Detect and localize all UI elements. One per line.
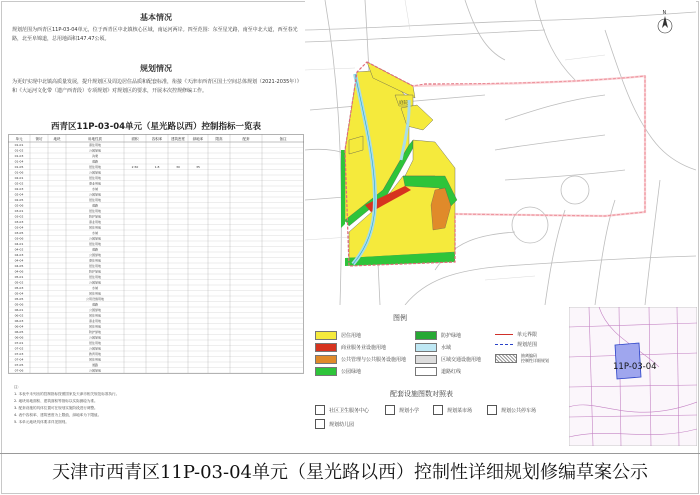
table-cell: 道路 <box>91 159 99 164</box>
table-cell: 06-05 <box>14 330 24 335</box>
table-cell: 01-06 <box>14 170 24 175</box>
table-cell: 05-06 <box>14 302 24 307</box>
table-cell: 03-04 <box>14 225 24 230</box>
table-header-cell: 容积率 <box>151 137 163 141</box>
table-frame <box>9 135 304 374</box>
table-cell: 06-01 <box>14 308 24 313</box>
table-cell: 04-06 <box>14 269 24 274</box>
facility-table-title: 配套设施图数对照表 <box>390 390 453 398</box>
table-cell: 06-02 <box>14 313 24 318</box>
facility-kindergarten <box>315 419 354 429</box>
table-cell: 居住用地 <box>88 357 102 362</box>
table-cell: 商业用地 <box>88 319 102 324</box>
table-cell: 02-05 <box>14 198 24 203</box>
legend-line-swatch <box>495 334 513 335</box>
legend-label: 单元界限 <box>517 332 538 338</box>
table-cell: 06-04 <box>14 324 24 329</box>
table-cell: 07-06 <box>14 368 24 373</box>
table-cell: 02-06 <box>14 203 24 208</box>
table-cell: 01-03 <box>14 154 24 159</box>
table-cell: 居住用地 <box>88 324 102 329</box>
table-title: 西青区11P-03-04单元（星光路以西）控制指标一览表 <box>50 122 262 132</box>
table-cell: 30 <box>176 165 180 170</box>
inset-site-highlight <box>615 343 641 379</box>
table-cell: 居住用地 <box>88 341 102 346</box>
table-cell: 01-01 <box>14 143 24 148</box>
table-cell: 04-01 <box>14 242 24 247</box>
table-cell: 35 <box>196 165 200 170</box>
legend-residential <box>315 331 361 340</box>
table-cell: 防护绿地 <box>88 214 102 219</box>
table-cell: 公用设施用地 <box>85 297 105 302</box>
table-cell: 04-03 <box>14 253 24 258</box>
table-header-cell: 建筑密度 <box>171 137 185 141</box>
table-cell: 05-01 <box>14 275 24 280</box>
table-cell: 居住用地 <box>88 209 102 214</box>
table-cell: 公园绿地 <box>88 192 102 197</box>
legend-label: 区域交通设施用地 <box>441 357 482 363</box>
table-cell: 道路 <box>91 302 99 307</box>
legend-label: 商业服务业设施用地 <box>341 345 387 351</box>
main-title: 天津市西青区11P-03-04单元（星光路以西）控制性详细规划修编草案公示 <box>51 462 648 483</box>
table-cell: 沟渠 <box>91 154 99 159</box>
legend-park <box>315 367 361 376</box>
legend-swatch <box>315 367 337 376</box>
table-cell: 防护绿地 <box>88 330 102 335</box>
table-cell: 商住用地 <box>88 143 102 148</box>
legend-hatch <box>495 353 549 363</box>
table-cell: 07-05 <box>14 363 24 368</box>
info-panel <box>6 6 306 444</box>
facility-label: 规划菜市场 <box>447 407 473 414</box>
table-cell: 居住用地 <box>88 313 102 318</box>
legend-label: 水域 <box>441 345 452 351</box>
table-cell: 商住用地 <box>88 258 102 263</box>
legend-swatch <box>415 355 437 364</box>
legend-swatch <box>495 354 517 363</box>
table-header-cell: 用地性质 <box>88 137 102 141</box>
legend-swatch <box>415 331 437 340</box>
basic-info-title: 基本情况 <box>140 13 172 22</box>
facility-parking <box>487 405 536 415</box>
facility-symbol <box>433 405 443 415</box>
table-cell: 水域 <box>91 231 99 236</box>
table-cell: 07-02 <box>14 346 24 351</box>
table-cell: 居住用地 <box>88 198 102 203</box>
table-cell: 水域 <box>91 286 99 291</box>
note-line: 4. 表中容积率、建筑密度为上限值，绿地率为下限值。 <box>14 413 102 417</box>
note-line: 2. 地块用地面积、建筑面积等指标以实际测绘为准。 <box>14 399 98 403</box>
table-header-cell: 备注 <box>279 137 287 141</box>
table-header-cell: 限高 <box>215 137 223 141</box>
table-cell: 居住用地 <box>88 242 102 247</box>
table-cell: 道路 <box>91 363 99 368</box>
table-cell: 2.50 <box>131 165 139 170</box>
table-cell: 商业用地 <box>88 181 102 186</box>
note-line: 3. 配套设施的具体位置可在规划实施阶段进行调整。 <box>14 406 98 410</box>
title-bar <box>0 453 700 484</box>
legend-label: 居住用地 <box>341 333 362 339</box>
table-cell: 道路 <box>91 203 99 208</box>
table-cell: 07-01 <box>14 341 24 346</box>
table-cell: 03-01 <box>14 209 24 214</box>
table-header-cell: 街坊 <box>35 137 43 141</box>
table-header-cell: 地块 <box>53 137 61 141</box>
legend-road <box>415 367 461 376</box>
table-notes <box>14 384 304 426</box>
table-cell: 07-04 <box>14 357 24 362</box>
table-cell: 06-03 <box>14 319 24 324</box>
table-cell: 04-02 <box>14 247 24 252</box>
facility-label: 规划幼儿园 <box>329 421 355 428</box>
legend-unit-boundary <box>495 331 537 338</box>
table-cell: 02-04 <box>14 192 24 197</box>
facility-market <box>433 405 472 415</box>
yard-label: 庭院 <box>399 101 408 106</box>
table-cell: 公园绿地 <box>88 335 102 340</box>
table-header-cell: 配套 <box>242 137 250 141</box>
table-cell: 05-04 <box>14 291 24 296</box>
table-cell: 公园绿地 <box>88 280 102 285</box>
table-cell: 公园绿地 <box>88 148 102 153</box>
table-cell: 公园绿地 <box>88 346 102 351</box>
legend-label: 规划范围 <box>517 342 538 348</box>
facility-label: 社区卫生服务中心 <box>329 407 370 414</box>
table-cell: 05-05 <box>14 297 24 302</box>
legend-label: 防护绿地 <box>441 333 462 339</box>
table-cell: 04-05 <box>14 264 24 269</box>
table-cell: 05-02 <box>14 280 24 285</box>
legend-water <box>415 343 451 352</box>
legend-swatch <box>315 343 337 352</box>
note-line: 5. 本单元地块具体要求详见图则。 <box>14 420 69 424</box>
table-cell: 居住用地 <box>88 291 102 296</box>
table-cell: 02-02 <box>14 181 24 186</box>
legend-swatch <box>315 355 337 364</box>
table-cell: 01-02 <box>14 148 24 153</box>
table-cell: 公园绿地 <box>88 170 102 175</box>
table-header-cell: 单元 <box>15 137 23 141</box>
table-cell: 1.8 <box>154 165 160 170</box>
table-cell: 01-05 <box>14 165 24 170</box>
legend-panel <box>305 305 567 453</box>
facility-label: 规划公共停车场 <box>501 407 537 414</box>
park-green-strip <box>341 150 345 228</box>
table-header-cell: 面积 <box>131 137 139 141</box>
table-header-cell: 绿地率 <box>192 137 204 141</box>
table-cell: 水域 <box>91 187 99 192</box>
table-cell: 居住用地 <box>88 225 102 230</box>
legend-commercial <box>315 343 386 352</box>
control-index-table <box>8 134 304 382</box>
legend-swatch <box>415 367 437 376</box>
legend-label: 道路红线 <box>441 369 462 375</box>
table-cell: 05-03 <box>14 286 24 291</box>
table-cell: 01-04 <box>14 159 24 164</box>
table-cell: 公园绿地 <box>88 308 102 313</box>
legend-swatch <box>315 331 337 340</box>
legend-label: 抽离编码 控制性详细规划 <box>521 353 549 363</box>
facility-symbol <box>315 419 325 429</box>
facility-label: 规划小学 <box>399 407 420 414</box>
table-cell: 04-04 <box>14 258 24 263</box>
table-cell: 02-01 <box>14 176 24 181</box>
facility-symbol <box>315 405 325 415</box>
land-use-map <box>305 0 696 305</box>
table-cell: 商业用地 <box>88 220 102 225</box>
table-cell: 居住用地 <box>88 176 102 181</box>
table-cell: 03-03 <box>14 220 24 225</box>
legend-line-swatch <box>495 344 513 345</box>
legend-public-service <box>315 355 406 364</box>
legend-transport <box>415 355 481 364</box>
table-cell: 居住用地 <box>88 264 102 269</box>
table-cell: 公园绿地 <box>88 236 102 241</box>
legend-label: 公共管理与公共服务设施用地 <box>341 357 407 363</box>
legend-swatch <box>415 343 437 352</box>
table-cell: 03-05 <box>14 231 24 236</box>
legend-planning-range <box>495 341 537 348</box>
table-cell: 教育用地 <box>88 352 102 357</box>
note-line: 1. 本表中未列出的控制指标按照国家及天津市相关规范标准执行。 <box>14 392 120 396</box>
table-cell: 03-06 <box>14 236 24 241</box>
planning-info-title: 规划情况 <box>140 64 172 73</box>
table-cell: 道路 <box>91 247 99 252</box>
facility-primary-school <box>385 405 419 415</box>
legend-title: 图例 <box>393 314 407 322</box>
basic-info-text: 规划范围为西青区11P-03-04单元，位于西青区中北镇核心区域，南运河两岸。四至范围：东至星光路，南至中北大道，西至春光路，北至阜锦道，总用地面积147.47公顷。 <box>12 27 298 42</box>
legend-label: 公园绿地 <box>341 369 362 375</box>
location-inset-map <box>569 307 697 446</box>
table-cell: 06-06 <box>14 335 24 340</box>
planning-info-text: 为更好实现中北镇高质量发展，提升规划区及周边居住品质和配套标准，衔接《天津市西青区国土空间总体规划（2021-2035年）》和《大运河文化带（遗产西青段）专项规划》对规划区的要求，开展本次控规修编工作。 <box>12 79 302 94</box>
north-label: N <box>662 10 667 16</box>
table-cell: 03-02 <box>14 214 24 219</box>
table-cell: 防护绿地 <box>88 269 102 274</box>
table-cell: 02-03 <box>14 187 24 192</box>
facility-symbol <box>385 405 395 415</box>
table-cell: 07-03 <box>14 352 24 357</box>
table-cell: 居住用地 <box>88 275 102 280</box>
table-cell: 公园绿地 <box>88 368 102 373</box>
inset-unit-label: 11P-03-04 <box>613 362 657 372</box>
note-line: 注： <box>14 385 22 389</box>
table-cell: 居住用地 <box>88 165 102 170</box>
table-cell: 公园绿地 <box>88 253 102 258</box>
facility-symbol <box>487 405 497 415</box>
facility-health-center <box>315 405 369 415</box>
legend-protective-green <box>415 331 461 340</box>
